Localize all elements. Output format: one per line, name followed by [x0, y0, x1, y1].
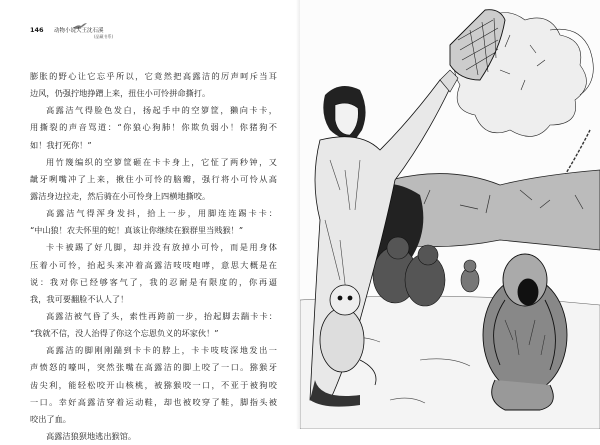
page-number: 146 — [30, 26, 44, 34]
text-line: 露洁身边拉走，然后骑在小可怜身上四横地撕咬。 — [30, 190, 211, 201]
text-line: 高露洁狼狈地逃出猴馆。 — [46, 430, 137, 441]
text-line: 说：我对你已经够客气了，我的忍耐是有限度的，你再逼 — [30, 276, 277, 287]
text-line: 如！我打死你！” — [30, 139, 92, 150]
text-body — [30, 68, 277, 445]
running-head — [30, 22, 290, 52]
text-line: “我就不信，没人治得了你这个忘恩负义的坏家伙！” — [30, 328, 219, 339]
text-line: 龇牙咧嘴冲了上来，揪住小可怜的脑瓣，强行将小可怜从高 — [30, 173, 277, 184]
text-line: 边风，仍强拧地挣蹭上来，扭住小可怜拼命撕打。 — [30, 88, 211, 99]
text-line: 我，我可要翻脸不认人了！ — [30, 293, 129, 304]
text-line: 高露洁气得浑身发抖，拾上一步，用脚连连踢卡卡： — [46, 208, 277, 219]
text-line: 高露洁的脚刚刚踹到卡卡的脖上，卡卡吱吱深地发出一 — [46, 345, 277, 356]
left-page — [0, 0, 300, 441]
book-title: 动物小说大王沈石溪 — [54, 28, 104, 34]
text-line: 声愤怒的嚎叫，突然张嘴在高露洁的脚上咬了一口。猕猴牙 — [30, 362, 277, 373]
text-line: “中山狼！农夫怀里的蛇！真该让你继续在猴群里当贱猴！” — [30, 225, 244, 236]
text-line: 膨胀的野心让它忘乎所以，它竟然把高露洁的厉声呵斥当耳 — [30, 71, 277, 81]
text-line: 齿尖利，能轻松咬开山核桃，被猕猴咬一口，不亚于被狗咬 — [30, 379, 277, 390]
monkey-group-background — [373, 237, 479, 306]
text-line: 卡卡被踢了好几脚，却并没有放掉小可怜，而是用身体 — [46, 242, 277, 253]
text-line: 高露洁气得脸色发白，扬起手中的空箩筐，獭向卡卡， — [46, 105, 277, 116]
text-line: 高露洁被气昏了头，索性再跨前一步，抬起脚去踹卡卡： — [46, 310, 277, 321]
text-line: 用撕裂的声音骂道：“你狼心狗肺！你欺负弱小！你猪狗不 — [30, 122, 277, 133]
text-line: 用竹篾编织的空箩筐砸在卡卡身上，它怔了两秒钟，又 — [46, 156, 277, 167]
text-line: 压着小可怜，抬起头来冲着高露洁吱吱咆哮，意思大概是在 — [30, 259, 277, 270]
text-line: 咬出了血。 — [30, 413, 71, 424]
text-line: 一口。幸好高露洁穿着运动鞋，却也被咬穿了鞋，脚指头被 — [30, 396, 277, 407]
ink-illustration — [300, 0, 600, 429]
book-subtitle: (品藏书系) — [94, 34, 114, 39]
right-page — [300, 0, 600, 429]
